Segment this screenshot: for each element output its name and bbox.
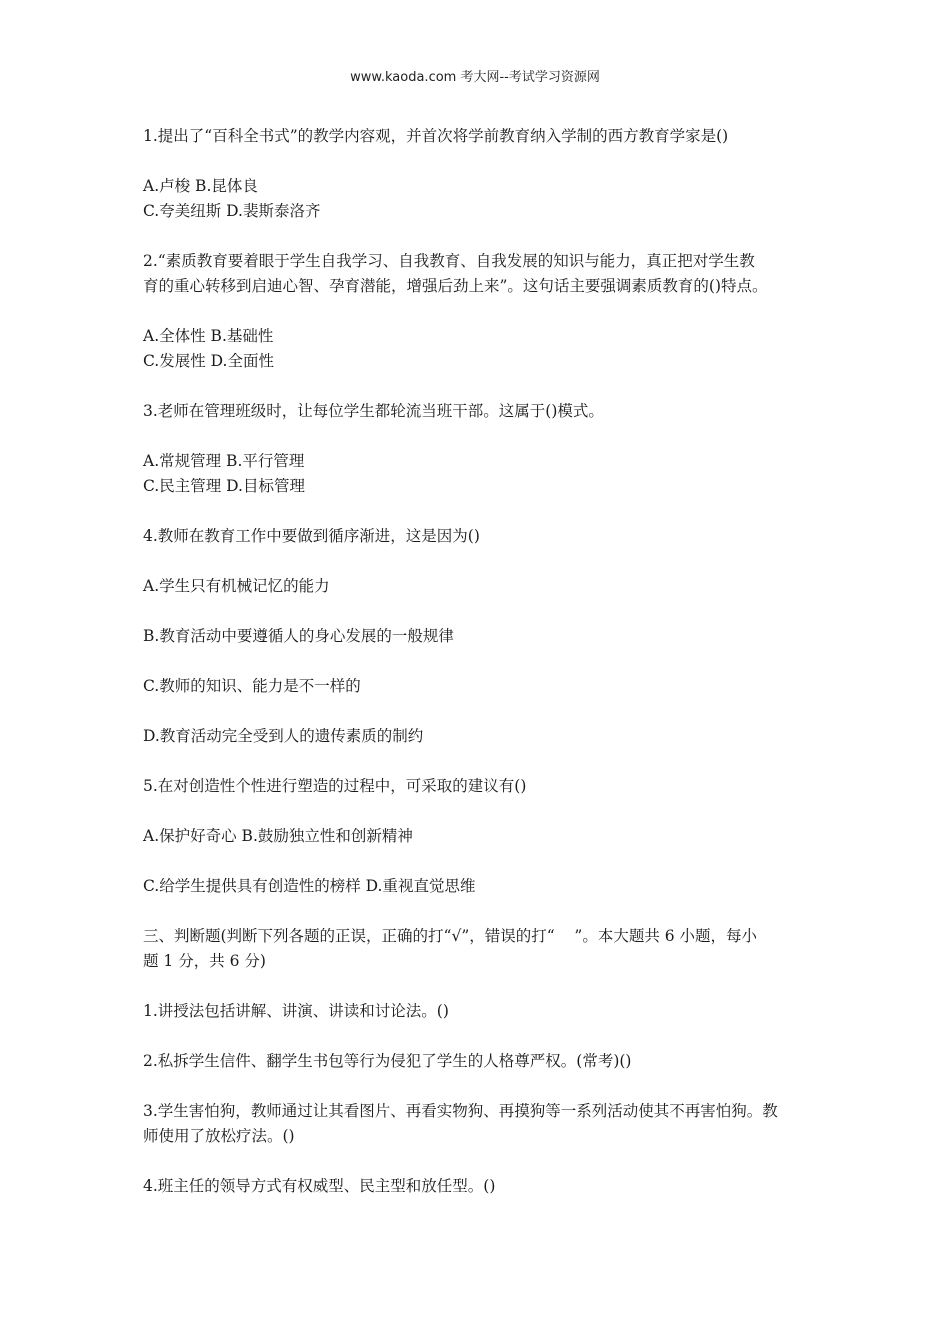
question-4-option-d: D.教育活动完全受到人的遗传素质的制约 xyxy=(143,727,424,745)
judgment-item-3-line1: 3.学生害怕狗，教师通过让其看图片、再看实物狗、再摸狗等一系列活动使其不再害怕狗。教 xyxy=(143,1102,778,1120)
question-1-options-cd: C.夸美纽斯 D.裴斯泰洛齐 xyxy=(143,202,321,220)
question-2-options-ab: A.全体性 B.基础性 xyxy=(143,327,274,345)
question-3-options-ab: A.常规管理 B.平行管理 xyxy=(143,452,305,470)
question-3-options-cd: C.民主管理 D.目标管理 xyxy=(143,477,305,495)
judgment-item-4: 4.班主任的领导方式有权威型、民主型和放任型。() xyxy=(143,1177,496,1195)
document-body xyxy=(143,124,815,1199)
question-2-stem-line2: 育的重心转移到启迪心智、孕育潜能，增强后劲上来”。这句话主要强调素质教育的()特点。 xyxy=(143,277,768,295)
question-5-options-ab: A.保护好奇心 B.鼓励独立性和创新精神 xyxy=(143,827,413,845)
question-4-stem: 4.教师在教育工作中要做到循序渐进，这是因为() xyxy=(143,527,480,545)
question-5-options-cd: C.给学生提供具有创造性的榜样 D.重视直觉思维 xyxy=(143,877,476,895)
question-4-option-a: A.学生只有机械记忆的能力 xyxy=(143,577,330,595)
question-5-stem: 5.在对创造性个性进行塑造的过程中，可采取的建议有() xyxy=(143,777,527,795)
question-4-option-c: C.教师的知识、能力是不一样的 xyxy=(143,677,361,695)
section-3-title-line1: 三、判断题(判断下列各题的正误，正确的打“√”，错误的打“ ”。本大题共 6 小题，每小 xyxy=(143,927,758,945)
question-2-stem-line1: 2.“素质教育要着眼于学生自我学习、自我教育、自我发展的知识与能力，真正把对学生教 xyxy=(143,252,755,270)
judgment-item-3-line2: 师使用了放松疗法。() xyxy=(143,1127,295,1145)
question-1-stem: 1.提出了“百科全书式”的教学内容观，并首次将学前教育纳入学制的西方教育学家是() xyxy=(143,127,729,145)
judgment-item-1: 1.讲授法包括讲解、讲演、讲读和讨论法。() xyxy=(143,1002,449,1020)
question-2-options-cd: C.发展性 D.全面性 xyxy=(143,352,274,370)
question-4-option-b: B.教育活动中要遵循人的身心发展的一般规律 xyxy=(143,627,454,645)
section-3-title-line2: 题 1 分，共 6 分) xyxy=(143,952,266,970)
question-3-stem: 3.老师在管理班级时，让每位学生都轮流当班干部。这属于()模式。 xyxy=(143,402,604,420)
page-header: www.kaoda.com 考大网--考试学习资源网 xyxy=(350,70,600,85)
judgment-item-2: 2.私拆学生信件、翻学生书包等行为侵犯了学生的人格尊严权。(常考)() xyxy=(143,1052,632,1070)
question-1-options-ab: A.卢梭 B.昆体良 xyxy=(143,177,258,195)
